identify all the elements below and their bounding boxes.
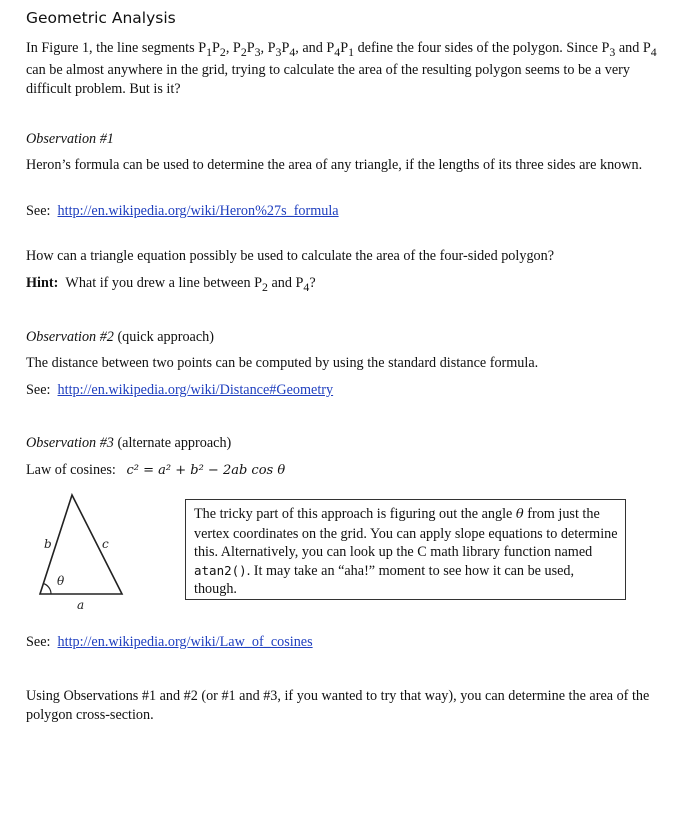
intro-paragraph: In Figure 1, the line segments $P_1P_2$, $P_2P_3$, $P_3P_4$, and $P_4P_1$ define the four sides of the polygon. Since $P_3$ and $P_4$ can be almost anywhere in the grid, trying to calculate the area of the resulting polygon seems to be a very difficult problem. But is it? (26, 40, 657, 98)
triangle-shape (40, 495, 122, 594)
observation-2-see: See: http://en.wikipedia.org/wiki/Distance#Geometry (26, 382, 334, 398)
callout-text: The tricky part of this approach is figuring out the angle θ from just the vertex coordinates on the grid. You can apply slope equations to determine this. Alternatively, you can look up the C math library function named atan2(). It may take an “aha!” moment to see how it can be used, though. (194, 506, 618, 598)
angle-arc (43, 584, 51, 595)
label-theta: θ (57, 574, 65, 588)
triangle-diagram (30, 490, 130, 615)
hint-line: Hint: What if you drew a line between $P_2$ and $P_4$? (26, 275, 316, 294)
observation-2-heading: Observation #2 (quick approach) (26, 329, 214, 345)
observation-1-question: How can a triangle equation possibly be used to calculate the area of the four-sided polygon? (26, 248, 555, 264)
hint-label: Hint: (26, 275, 59, 291)
conclusion-paragraph: Using Observations #1 and #2 (or #1 and #3, if you wanted to try that way), you can determine the area of the polygon cross-section. (26, 688, 650, 723)
tricky-part-callout (185, 499, 626, 600)
observation-1-see: See: http://en.wikipedia.org/wiki/Heron%27s_formula (26, 203, 339, 219)
observation-3-heading: Observation #3 (alternate approach) (26, 435, 232, 451)
law-of-cosines-line: Law of cosines: c² = a² + b² − 2ab cos θ (26, 462, 286, 478)
observation-1-heading: Observation #1 (26, 131, 114, 147)
observation-1-text: Heron’s formula can be used to determine the area of any triangle, if the lengths of its three sides are known. (26, 157, 643, 173)
atan2-code: atan2() (194, 562, 247, 578)
label-c: c (102, 537, 109, 551)
law-of-cosines-link[interactable]: http://en.wikipedia.org/wiki/Law_of_cosines (57, 634, 313, 650)
label-b: b (44, 537, 52, 551)
label-a: a (77, 598, 85, 612)
page-title: Geometric Analysis (26, 9, 176, 27)
heron-formula-link[interactable]: http://en.wikipedia.org/wiki/Heron%27s_formula (57, 203, 339, 219)
distance-formula-link[interactable]: http://en.wikipedia.org/wiki/Distance#Geometry (57, 382, 334, 398)
observation-2-text: The distance between two points can be computed by using the standard distance formula. (26, 355, 539, 371)
observation-3-see: See: http://en.wikipedia.org/wiki/Law_of_cosines (26, 634, 313, 650)
law-of-cosines-formula: c² = a² + b² − 2ab cos θ (126, 463, 286, 478)
